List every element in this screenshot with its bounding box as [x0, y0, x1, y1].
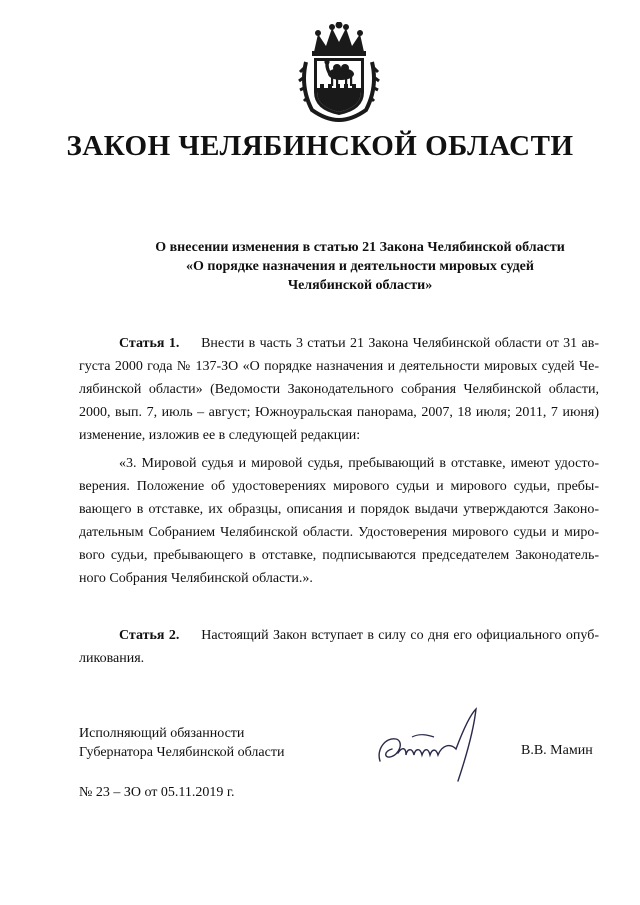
article-2-label: Статья 2.: [119, 628, 180, 643]
subject-line: О внесении изменения в статью 21 Закона Челябинской области: [155, 240, 565, 255]
quoted-amendment: [79, 452, 599, 590]
subject-line: «О порядке назначения и деятельности мировых судей: [186, 259, 534, 274]
signer-name: В.В. Мамин: [521, 743, 593, 758]
article-1-line: густа 2000 года № 137-ЗО «О порядке назначения и деятельности мировых судей Че-: [79, 359, 599, 374]
article-1-first-line: [79, 332, 599, 355]
quote-line: дательным Собранием Челябинской области. Удостоверения мирового судьи и миро-: [79, 525, 599, 540]
quote-line: вого судьи, пребывающего в отставке, подписываются председателем Законодатель-: [79, 548, 599, 563]
subject-line: Челябинской области»: [287, 278, 433, 293]
law-subject: [140, 238, 580, 295]
article-1-line: 2000, вып. 7, июль – август; Южноуральская панорама, 2007, 18 июля; 2011, 7 июня): [79, 405, 599, 420]
official-title: [79, 724, 284, 762]
law-title: ЗАКОН ЧЕЛЯБИНСКОЙ ОБЛАСТИ: [66, 130, 574, 162]
official-title-line: Губернатора Челябинской области: [79, 745, 285, 760]
coat-of-arms-icon: [298, 22, 380, 122]
quote-line: «3. Мировой судья и мировой судья, пребывающий в отставке, имеют удосто-: [119, 456, 599, 471]
article-1-line: изменение, изложив ее в следующей редакции:: [79, 428, 361, 443]
article-1-label: Статья 1.: [119, 336, 180, 351]
official-title-line: Исполняющий обязанности: [79, 726, 245, 741]
quote-line: ного Собрания Челябинской области.».: [79, 571, 313, 586]
article-1: [79, 332, 599, 447]
article-2-text: Настоящий Закон вступает в силу со дня его официального опуб-: [201, 628, 599, 643]
article-2-line: ликования.: [79, 651, 145, 666]
handwritten-signature-icon: [372, 703, 490, 783]
quote-line: верения. Положение об удостоверениях мирового судьи и мирового судьи, пребы-: [79, 479, 599, 494]
article-1-text: Внести в часть 3 статьи 21 Закона Челябинской области от 31 ав-: [201, 336, 600, 351]
article-1-line: лябинской области» (Ведомости Законодательного собрания Челябинской области,: [79, 382, 599, 397]
law-number: № 23 – ЗО от 05.11.2019 г.: [79, 785, 235, 800]
article-2-first-line: [79, 624, 599, 647]
article-2: [79, 624, 599, 670]
quote-line: вающего в отставке, их образцы, описания и порядок выдачи утверждаются Законо-: [79, 502, 599, 517]
